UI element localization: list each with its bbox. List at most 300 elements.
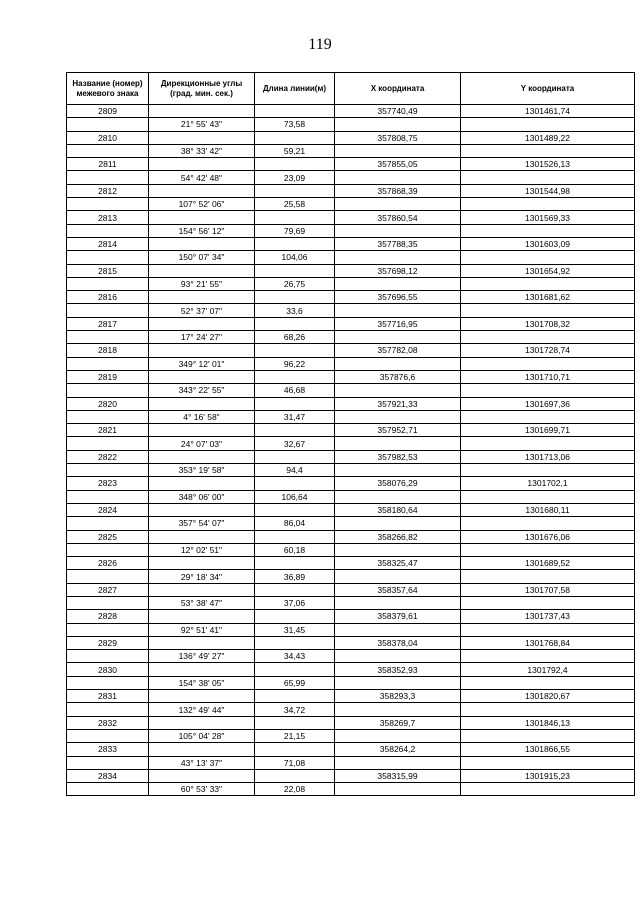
x-coordinate: 358076,29 xyxy=(335,477,461,490)
point-name: 2826 xyxy=(67,557,149,570)
x-coordinate: 357788,35 xyxy=(335,237,461,250)
y-coordinate: 1301710,71 xyxy=(461,370,635,383)
x-coordinate-empty xyxy=(335,729,461,742)
x-coordinate-empty xyxy=(335,410,461,423)
point-name: 2831 xyxy=(67,690,149,703)
length-cell-empty xyxy=(255,264,335,277)
y-coordinate: 1301526,13 xyxy=(461,158,635,171)
x-coordinate: 357782,08 xyxy=(335,344,461,357)
point-name: 2822 xyxy=(67,450,149,463)
direction-angle: 54° 42' 48" xyxy=(149,171,255,184)
length-cell-empty xyxy=(255,105,335,118)
y-coordinate: 1301461,74 xyxy=(461,105,635,118)
point-row xyxy=(67,503,635,516)
x-coordinate: 358264,2 xyxy=(335,743,461,756)
y-coordinate-empty xyxy=(461,251,635,264)
segment-row xyxy=(67,118,635,131)
x-coordinate: 358293,3 xyxy=(335,690,461,703)
x-coordinate-empty xyxy=(335,570,461,583)
point-row xyxy=(67,769,635,782)
x-coordinate-empty xyxy=(335,118,461,131)
length-cell-empty xyxy=(255,503,335,516)
point-row xyxy=(67,610,635,623)
direction-angle: 349° 12' 01" xyxy=(149,357,255,370)
x-coordinate-empty xyxy=(335,304,461,317)
point-name-empty xyxy=(67,410,149,423)
direction-angle: 17° 24' 27" xyxy=(149,331,255,344)
point-name: 2829 xyxy=(67,636,149,649)
point-name-empty xyxy=(67,729,149,742)
point-name: 2823 xyxy=(67,477,149,490)
point-row xyxy=(67,636,635,649)
length-cell-empty xyxy=(255,477,335,490)
length-cell-empty xyxy=(255,158,335,171)
x-coordinate: 357952,71 xyxy=(335,424,461,437)
y-coordinate: 1301820,67 xyxy=(461,690,635,703)
segment-row xyxy=(67,543,635,556)
point-name-empty xyxy=(67,756,149,769)
length-cell-empty xyxy=(255,610,335,623)
point-row xyxy=(67,105,635,118)
y-coordinate-empty xyxy=(461,570,635,583)
point-name-empty xyxy=(67,570,149,583)
direction-angle: 154° 38' 05" xyxy=(149,676,255,689)
length-cell-empty xyxy=(255,557,335,570)
x-coordinate-empty xyxy=(335,251,461,264)
y-coordinate: 1301569,33 xyxy=(461,211,635,224)
angle-cell-empty xyxy=(149,477,255,490)
point-row xyxy=(67,131,635,144)
x-coordinate-empty xyxy=(335,384,461,397)
segment-row xyxy=(67,357,635,370)
angle-cell-empty xyxy=(149,636,255,649)
x-coordinate-empty xyxy=(335,650,461,663)
y-coordinate: 1301728,74 xyxy=(461,344,635,357)
direction-angle: 348° 06' 00" xyxy=(149,490,255,503)
y-coordinate: 1301702,1 xyxy=(461,477,635,490)
point-name-empty xyxy=(67,118,149,131)
x-coordinate: 357876,6 xyxy=(335,370,461,383)
direction-angle: 60° 53' 33" xyxy=(149,783,255,796)
y-coordinate-empty xyxy=(461,623,635,636)
point-row xyxy=(67,663,635,676)
coordinates-table xyxy=(66,72,635,796)
direction-angle: 53° 38' 47" xyxy=(149,596,255,609)
point-name: 2814 xyxy=(67,237,149,250)
line-length: 31,47 xyxy=(255,410,335,423)
segment-row xyxy=(67,224,635,237)
point-name: 2830 xyxy=(67,663,149,676)
length-cell-empty xyxy=(255,184,335,197)
x-coordinate: 357696,55 xyxy=(335,291,461,304)
point-name-empty xyxy=(67,331,149,344)
y-coordinate: 1301792,4 xyxy=(461,663,635,676)
x-coordinate-empty xyxy=(335,357,461,370)
line-length: 106,64 xyxy=(255,490,335,503)
x-coordinate: 358378,04 xyxy=(335,636,461,649)
line-length: 94,4 xyxy=(255,464,335,477)
line-length: 46,68 xyxy=(255,384,335,397)
length-cell-empty xyxy=(255,743,335,756)
line-length: 26,75 xyxy=(255,277,335,290)
point-name-empty xyxy=(67,464,149,477)
x-coordinate: 358180,64 xyxy=(335,503,461,516)
x-coordinate: 357698,12 xyxy=(335,264,461,277)
segment-row xyxy=(67,703,635,716)
y-coordinate-empty xyxy=(461,357,635,370)
point-name-empty xyxy=(67,676,149,689)
point-name-empty xyxy=(67,304,149,317)
line-length: 59,21 xyxy=(255,144,335,157)
angle-cell-empty xyxy=(149,131,255,144)
line-length: 32,67 xyxy=(255,437,335,450)
y-coordinate-empty xyxy=(461,144,635,157)
point-row xyxy=(67,583,635,596)
point-name-empty xyxy=(67,357,149,370)
x-coordinate: 357740,49 xyxy=(335,105,461,118)
y-coordinate-empty xyxy=(461,384,635,397)
header-line-length: Длина линии(м) xyxy=(255,73,335,105)
point-name: 2817 xyxy=(67,317,149,330)
line-length: 37,06 xyxy=(255,596,335,609)
segment-row xyxy=(67,650,635,663)
point-name-empty xyxy=(67,171,149,184)
x-coordinate: 357855,05 xyxy=(335,158,461,171)
direction-angle: 4° 16' 58" xyxy=(149,410,255,423)
line-length: 104,06 xyxy=(255,251,335,264)
point-name: 2815 xyxy=(67,264,149,277)
y-coordinate-empty xyxy=(461,756,635,769)
line-length: 65,99 xyxy=(255,676,335,689)
point-name: 2818 xyxy=(67,344,149,357)
length-cell-empty xyxy=(255,583,335,596)
length-cell-empty xyxy=(255,344,335,357)
length-cell-empty xyxy=(255,370,335,383)
segment-row xyxy=(67,596,635,609)
page-number: 119 xyxy=(308,36,332,53)
direction-angle: 24° 07' 03" xyxy=(149,437,255,450)
point-name: 2828 xyxy=(67,610,149,623)
y-coordinate-empty xyxy=(461,171,635,184)
point-row xyxy=(67,424,635,437)
header-point-name: Название (номер) межевого знака xyxy=(67,73,149,105)
segment-row xyxy=(67,623,635,636)
x-coordinate: 357921,33 xyxy=(335,397,461,410)
point-row xyxy=(67,690,635,703)
direction-angle: 52° 37' 07" xyxy=(149,304,255,317)
x-coordinate-empty xyxy=(335,517,461,530)
segment-row xyxy=(67,729,635,742)
y-coordinate-empty xyxy=(461,437,635,450)
angle-cell-empty xyxy=(149,237,255,250)
x-coordinate-empty xyxy=(335,198,461,211)
point-row xyxy=(67,237,635,250)
segment-row xyxy=(67,783,635,796)
y-coordinate: 1301713,06 xyxy=(461,450,635,463)
segment-row xyxy=(67,331,635,344)
y-coordinate: 1301689,52 xyxy=(461,557,635,570)
segment-row xyxy=(67,277,635,290)
y-coordinate: 1301699,71 xyxy=(461,424,635,437)
point-name-empty xyxy=(67,650,149,663)
angle-cell-empty xyxy=(149,530,255,543)
angle-cell-empty xyxy=(149,317,255,330)
angle-cell-empty xyxy=(149,344,255,357)
y-coordinate: 1301737,43 xyxy=(461,610,635,623)
y-coordinate-empty xyxy=(461,331,635,344)
point-name: 2816 xyxy=(67,291,149,304)
segment-row xyxy=(67,198,635,211)
angle-cell-empty xyxy=(149,264,255,277)
point-name: 2825 xyxy=(67,530,149,543)
y-coordinate-empty xyxy=(461,596,635,609)
length-cell-empty xyxy=(255,291,335,304)
direction-angle: 29° 18' 34" xyxy=(149,570,255,583)
x-coordinate: 358379,61 xyxy=(335,610,461,623)
point-name: 2821 xyxy=(67,424,149,437)
length-cell-empty xyxy=(255,317,335,330)
x-coordinate-empty xyxy=(335,464,461,477)
length-cell-empty xyxy=(255,716,335,729)
point-row xyxy=(67,344,635,357)
y-coordinate-empty xyxy=(461,490,635,503)
y-coordinate-empty xyxy=(461,543,635,556)
length-cell-empty xyxy=(255,211,335,224)
direction-angle: 136° 49' 27" xyxy=(149,650,255,663)
x-coordinate-empty xyxy=(335,703,461,716)
length-cell-empty xyxy=(255,450,335,463)
x-coordinate-empty xyxy=(335,224,461,237)
point-row xyxy=(67,716,635,729)
line-length: 36,89 xyxy=(255,570,335,583)
point-name-empty xyxy=(67,517,149,530)
angle-cell-empty xyxy=(149,583,255,596)
y-coordinate: 1301915,23 xyxy=(461,769,635,782)
point-row xyxy=(67,158,635,171)
point-row xyxy=(67,450,635,463)
x-coordinate: 358266,82 xyxy=(335,530,461,543)
angle-cell-empty xyxy=(149,743,255,756)
x-coordinate: 358315,99 xyxy=(335,769,461,782)
direction-angle: 154° 56' 12" xyxy=(149,224,255,237)
y-coordinate-empty xyxy=(461,783,635,796)
x-coordinate-empty xyxy=(335,756,461,769)
y-coordinate: 1301544,98 xyxy=(461,184,635,197)
x-coordinate: 357808,75 xyxy=(335,131,461,144)
point-name-empty xyxy=(67,783,149,796)
point-name-empty xyxy=(67,277,149,290)
x-coordinate-empty xyxy=(335,783,461,796)
point-name: 2809 xyxy=(67,105,149,118)
direction-angle: 93° 21' 55" xyxy=(149,277,255,290)
angle-cell-empty xyxy=(149,158,255,171)
y-coordinate-empty xyxy=(461,650,635,663)
x-coordinate: 357982,53 xyxy=(335,450,461,463)
segment-row xyxy=(67,676,635,689)
header-direction-angle: Дирекционные углы (град. мин. сек.) xyxy=(149,73,255,105)
angle-cell-empty xyxy=(149,716,255,729)
length-cell-empty xyxy=(255,424,335,437)
table-header-row xyxy=(67,73,635,105)
segment-row xyxy=(67,171,635,184)
direction-angle: 92° 51' 41" xyxy=(149,623,255,636)
segment-row xyxy=(67,437,635,450)
direction-angle: 150° 07' 34" xyxy=(149,251,255,264)
point-name-empty xyxy=(67,703,149,716)
point-name-empty xyxy=(67,490,149,503)
line-length: 33,6 xyxy=(255,304,335,317)
angle-cell-empty xyxy=(149,105,255,118)
point-row xyxy=(67,557,635,570)
line-length: 34,43 xyxy=(255,650,335,663)
point-name-empty xyxy=(67,596,149,609)
point-name: 2824 xyxy=(67,503,149,516)
point-name: 2834 xyxy=(67,769,149,782)
x-coordinate: 358352,93 xyxy=(335,663,461,676)
y-coordinate: 1301707,58 xyxy=(461,583,635,596)
angle-cell-empty xyxy=(149,557,255,570)
angle-cell-empty xyxy=(149,690,255,703)
point-name-empty xyxy=(67,437,149,450)
x-coordinate-empty xyxy=(335,171,461,184)
point-row xyxy=(67,264,635,277)
point-name-empty xyxy=(67,198,149,211)
header-x-coordinate: X координата xyxy=(335,73,461,105)
y-coordinate-empty xyxy=(461,464,635,477)
point-row xyxy=(67,743,635,756)
point-row xyxy=(67,317,635,330)
line-length: 34,72 xyxy=(255,703,335,716)
x-coordinate-empty xyxy=(335,331,461,344)
direction-angle: 353° 19' 58" xyxy=(149,464,255,477)
y-coordinate-empty xyxy=(461,198,635,211)
y-coordinate-empty xyxy=(461,118,635,131)
y-coordinate: 1301866,55 xyxy=(461,743,635,756)
x-coordinate: 357716,95 xyxy=(335,317,461,330)
y-coordinate: 1301676,06 xyxy=(461,530,635,543)
line-length: 21,15 xyxy=(255,729,335,742)
segment-row xyxy=(67,490,635,503)
segment-row xyxy=(67,144,635,157)
point-name: 2812 xyxy=(67,184,149,197)
angle-cell-empty xyxy=(149,211,255,224)
point-name: 2832 xyxy=(67,716,149,729)
y-coordinate: 1301489,22 xyxy=(461,131,635,144)
line-length: 60,18 xyxy=(255,543,335,556)
segment-row xyxy=(67,251,635,264)
x-coordinate-empty xyxy=(335,543,461,556)
line-length: 31,45 xyxy=(255,623,335,636)
y-coordinate: 1301768,84 xyxy=(461,636,635,649)
angle-cell-empty xyxy=(149,769,255,782)
length-cell-empty xyxy=(255,663,335,676)
point-row xyxy=(67,184,635,197)
point-name: 2813 xyxy=(67,211,149,224)
direction-angle: 107° 52' 06" xyxy=(149,198,255,211)
segment-row xyxy=(67,756,635,769)
angle-cell-empty xyxy=(149,397,255,410)
direction-angle: 343° 22' 55" xyxy=(149,384,255,397)
x-coordinate-empty xyxy=(335,676,461,689)
y-coordinate-empty xyxy=(461,224,635,237)
point-name-empty xyxy=(67,623,149,636)
length-cell-empty xyxy=(255,131,335,144)
line-length: 68,26 xyxy=(255,331,335,344)
length-cell-empty xyxy=(255,769,335,782)
y-coordinate: 1301697,36 xyxy=(461,397,635,410)
angle-cell-empty xyxy=(149,450,255,463)
x-coordinate-empty xyxy=(335,144,461,157)
y-coordinate-empty xyxy=(461,676,635,689)
x-coordinate-empty xyxy=(335,490,461,503)
length-cell-empty xyxy=(255,530,335,543)
line-length: 79,69 xyxy=(255,224,335,237)
point-row xyxy=(67,397,635,410)
direction-angle: 21° 55' 43" xyxy=(149,118,255,131)
point-row xyxy=(67,370,635,383)
line-length: 86,04 xyxy=(255,517,335,530)
y-coordinate: 1301654,92 xyxy=(461,264,635,277)
point-name-empty xyxy=(67,251,149,264)
angle-cell-empty xyxy=(149,503,255,516)
line-length: 25,58 xyxy=(255,198,335,211)
line-length: 71,08 xyxy=(255,756,335,769)
line-length: 73,58 xyxy=(255,118,335,131)
x-coordinate-empty xyxy=(335,623,461,636)
y-coordinate-empty xyxy=(461,410,635,423)
y-coordinate-empty xyxy=(461,729,635,742)
point-name: 2827 xyxy=(67,583,149,596)
point-row xyxy=(67,291,635,304)
direction-angle: 12° 02' 51" xyxy=(149,543,255,556)
angle-cell-empty xyxy=(149,610,255,623)
point-name: 2820 xyxy=(67,397,149,410)
x-coordinate-empty xyxy=(335,277,461,290)
x-coordinate: 357868,39 xyxy=(335,184,461,197)
point-row xyxy=(67,477,635,490)
point-name-empty xyxy=(67,543,149,556)
y-coordinate: 1301846,13 xyxy=(461,716,635,729)
y-coordinate-empty xyxy=(461,277,635,290)
length-cell-empty xyxy=(255,237,335,250)
y-coordinate-empty xyxy=(461,517,635,530)
segment-row xyxy=(67,410,635,423)
direction-angle: 105° 04' 28" xyxy=(149,729,255,742)
direction-angle: 357° 54' 07" xyxy=(149,517,255,530)
table-body xyxy=(67,105,635,796)
point-name: 2811 xyxy=(67,158,149,171)
y-coordinate-empty xyxy=(461,304,635,317)
length-cell-empty xyxy=(255,397,335,410)
direction-angle: 43° 13' 37" xyxy=(149,756,255,769)
segment-row xyxy=(67,304,635,317)
point-name: 2833 xyxy=(67,743,149,756)
angle-cell-empty xyxy=(149,291,255,304)
y-coordinate: 1301681,62 xyxy=(461,291,635,304)
y-coordinate-empty xyxy=(461,703,635,716)
x-coordinate-empty xyxy=(335,437,461,450)
segment-row xyxy=(67,384,635,397)
point-name: 2819 xyxy=(67,370,149,383)
point-name: 2810 xyxy=(67,131,149,144)
x-coordinate: 358357,64 xyxy=(335,583,461,596)
segment-row xyxy=(67,517,635,530)
angle-cell-empty xyxy=(149,424,255,437)
line-length: 23,09 xyxy=(255,171,335,184)
point-name-empty xyxy=(67,144,149,157)
point-name-empty xyxy=(67,384,149,397)
y-coordinate: 1301708,32 xyxy=(461,317,635,330)
